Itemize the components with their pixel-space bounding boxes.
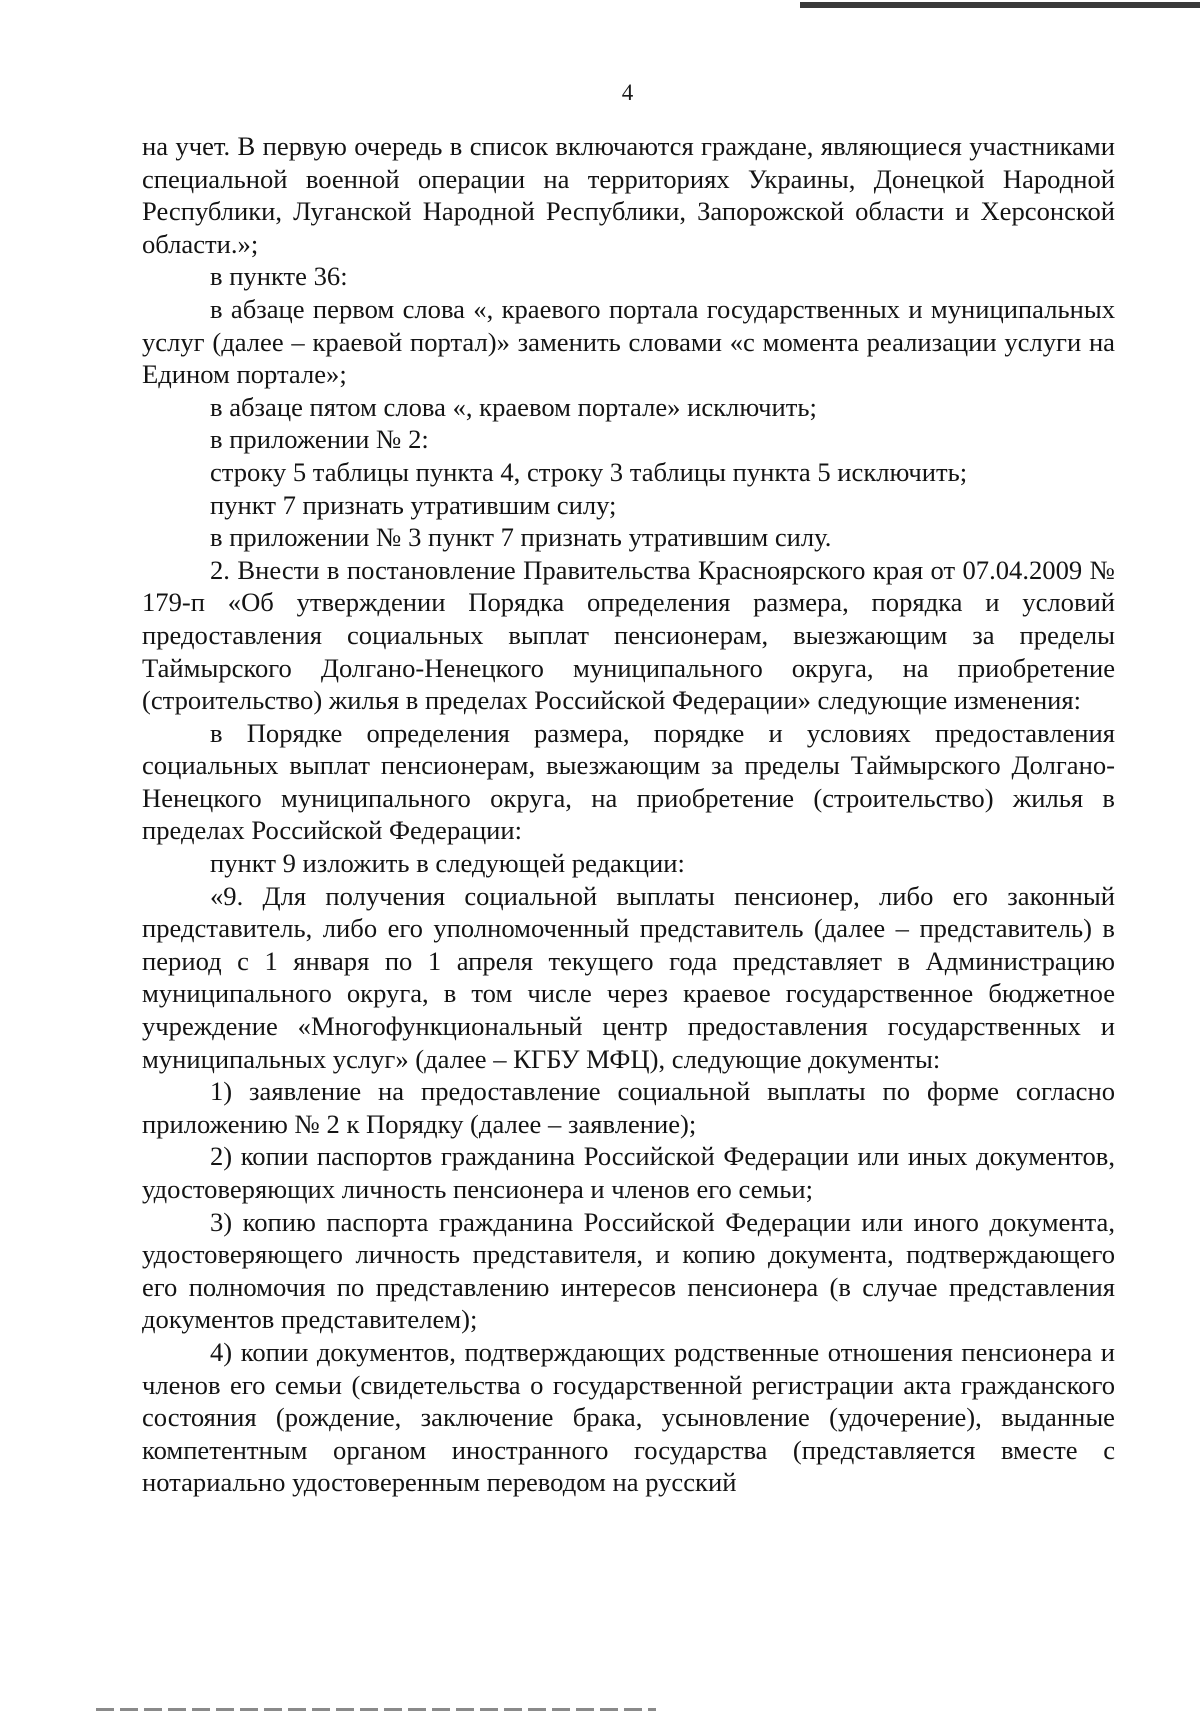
- paragraph-13: 1) заявление на предоставление социальной выплаты по форме согласно приложению № 2 к Порядку (далее – заявление);: [142, 1076, 1115, 1139]
- paragraph-14: 2) копии паспортов гражданина Российской Федерации или иных документов, удостоверяющих личность пенсионера и членов его семьи;: [142, 1141, 1115, 1204]
- paragraph-1: на учет. В первую очередь в список включаются граждане, являющиеся участниками специальной военной операции на территориях Украины, Донецкой Народной Республики, Луганской Народной Республики, Запорожской области и Херсонской области.»;: [142, 131, 1115, 259]
- bottom-edge-rule: [96, 1708, 656, 1711]
- paragraph-10: в Порядке определения размера, порядке и условиях предоставления социальных выплат пенсионерам, выезжающим за пределы Таймырского Долгано-Ненецкого муниципального округа, на приобретение (строительство) жилья в пределах Российской Федерации:: [142, 717, 1115, 846]
- paragraph-8: в приложении № 3 пункт 7 признать утратившим силу.: [210, 522, 832, 553]
- paragraph-7: пункт 7 признать утратившим силу;: [210, 489, 617, 520]
- paragraph-5: в приложении № 2:: [210, 424, 429, 455]
- page-number: 4: [621, 80, 634, 105]
- paragraph-6: строку 5 таблицы пункта 4, строку 3 таблицы пункта 5 исключить;: [210, 456, 968, 487]
- paragraph-4: в абзаце пятом слова «, краевом портале» исключить;: [210, 391, 817, 422]
- document-body: [142, 130, 1115, 1499]
- paragraph-3: в абзаце первом слова «, краевого портала государственных и муниципальных услуг (далее – краевой портал)» заменить словами «с момента реализации услуги на Едином портале»;: [142, 293, 1115, 390]
- paragraph-16: 4) копии документов, подтверждающих родственные отношения пенсионера и членов его семьи (свидетельства о государственной регистрации акта гражданского состояния (рождение, заключение брака, усыновление (удочерение), выданные компетентным органом иностранного государства (представляется вместе с нотариально удостоверенным переводом на русский: [142, 1336, 1115, 1498]
- paragraph-2: в пункте 36:: [210, 261, 348, 292]
- top-edge-rule: [800, 2, 1200, 8]
- paragraph-9: 2. Внести в постановление Правительства Красноярского края от 07.04.2009 № 179-п «Об утверждении Порядка определения размера, порядка и условий предоставления социальных выплат пенсионерам, выезжающим за пределы Таймырского Долгано-Ненецкого муниципального округа, на приобретение (строительство) жилья в пределах Российской Федерации» следующие изменения:: [142, 554, 1115, 716]
- paragraph-11: пункт 9 изложить в следующей редакции:: [210, 848, 685, 879]
- paragraph-15: 3) копию паспорта гражданина Российской Федерации или иного документа, удостоверяющего личность представителя, и копию документа, подтверждающего его полномочия по представлению интересов пенсионера (в случае представления документов представителем);: [142, 1206, 1115, 1335]
- paragraph-12: «9. Для получения социальной выплаты пенсионер, либо его законный представитель, либо его уполномоченный представитель (далее – представитель) в период с 1 января по 1 апреля текущего года представляет в Администрацию муниципального округа, в том числе через краевое государственное бюджетное учреждение «Многофункциональный центр предоставления государственных и муниципальных услуг» (далее – КГБУ МФЦ), следующие документы:: [142, 880, 1115, 1074]
